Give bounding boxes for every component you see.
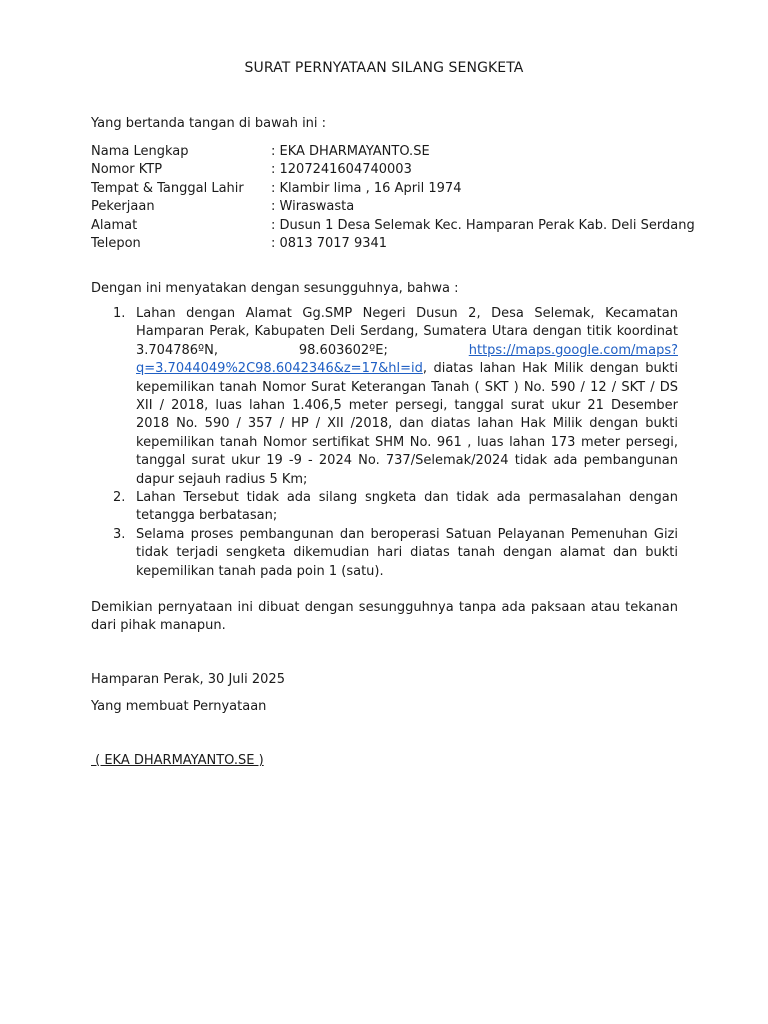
identity-label: Alamat [91, 217, 138, 233]
identity-label: Tempat & Tanggal Lahir [91, 180, 244, 196]
point-text [136, 305, 678, 489]
point-number: 1. [113, 306, 126, 321]
closing-paragraph: Demikian pernyataan ini dibuat dengan sesungguhnya tanpa ada paksaan atau tekanan dari pihak manapun. [91, 600, 678, 634]
identity-value: : 0813 7017 9341 [271, 235, 388, 251]
statement-list [91, 305, 678, 581]
identity-value: : 1207241604740003 [271, 162, 412, 178]
statement-point-1 [91, 305, 678, 489]
identity-label: Nama Lengkap [91, 144, 189, 159]
point-text-before-link: Lahan dengan Alamat Gg.SMP Negeri Dusun 2, Desa Selemak, Kecamatan Hamparan Perak, Kabupaten Deli Serdang, Sumatera Utara dengan titik koordinat 3.704786ºN, 98.603602ºE; [136, 306, 678, 358]
point-text: Lahan Tersebut tidak ada silang sngketa dan tidak ada permasalahan dengan tetangga berbatasan; [136, 490, 678, 524]
identity-value: : EKA DHARMAYANTO.SE [271, 144, 430, 159]
identity-label: Nomor KTP [91, 162, 163, 178]
identity-label: Telepon [91, 235, 141, 251]
signer-caption: Yang membuat Pernyataan [91, 699, 267, 714]
place-date: Hamparan Perak, 30 Juli 2025 [91, 672, 285, 687]
identity-row-occupation [91, 198, 691, 216]
statement-point-3 [91, 526, 678, 581]
identity-value: : Klambir lima , 16 April 1974 [271, 180, 462, 196]
identity-row-name [91, 143, 691, 161]
point-text-after-link: , diatas lahan Hak Milik dengan bukti kepemilikan tanah Nomor Surat Keterangan Tanah ( SKT ) No. 590 / 12 / SKT / DS XII / 2018, luas lahan 1.406,5 meter persegi, tanggal surat ukur 21 Desember 2018 No. 590 / 357 / HP / XII /2018, dan diatas lahan Hak Milik dengan bukti kepemilikan tanah Nomor sertifikat SHM No. 961 , luas lahan 173 meter persegi, tanggal surat ukur 19 -9 - 2024 No. 737/Selemak/2024 tidak ada pembangunan dapur sejauh radius 5 Km; [136, 361, 678, 487]
identity-row-birth [91, 180, 691, 198]
point-number: 2. [113, 490, 126, 506]
identity-row-phone [91, 235, 691, 253]
point-text: Selama proses pembangunan dan beroperasi Satuan Pelayanan Pemenuhan Gizi tidak terjadi sengketa dikemudian hari diatas tanah dengan alamat dan bukti kepemilikan tanah pada poin 1 (satu). [136, 526, 678, 579]
identity-label: Pekerjaan [91, 199, 155, 215]
intro-text: Yang bertanda tangan di bawah ini : [91, 116, 327, 131]
identity-row-address [91, 217, 695, 235]
statement-point-2 [91, 489, 678, 526]
identity-value: : Dusun 1 Desa Selemak Kec. Hamparan Perak Kab. Deli Serdang [271, 217, 695, 233]
signature-name: ( EKA DHARMAYANTO.SE ) [91, 753, 264, 768]
identity-table [91, 143, 695, 253]
document-title: SURAT PERNYATAAN SILANG SENGKETA [244, 60, 524, 76]
google-maps-link[interactable]: https://maps.google.com/maps?q=3.7044049%2C98.6042346&z=17&hl=id [136, 342, 678, 377]
statement-intro: Dengan ini menyatakan dengan sesungguhnya, bahwa : [91, 281, 459, 296]
point-number: 3. [113, 526, 126, 542]
identity-value: : Wiraswasta [271, 199, 355, 215]
identity-row-ktp [91, 161, 691, 179]
